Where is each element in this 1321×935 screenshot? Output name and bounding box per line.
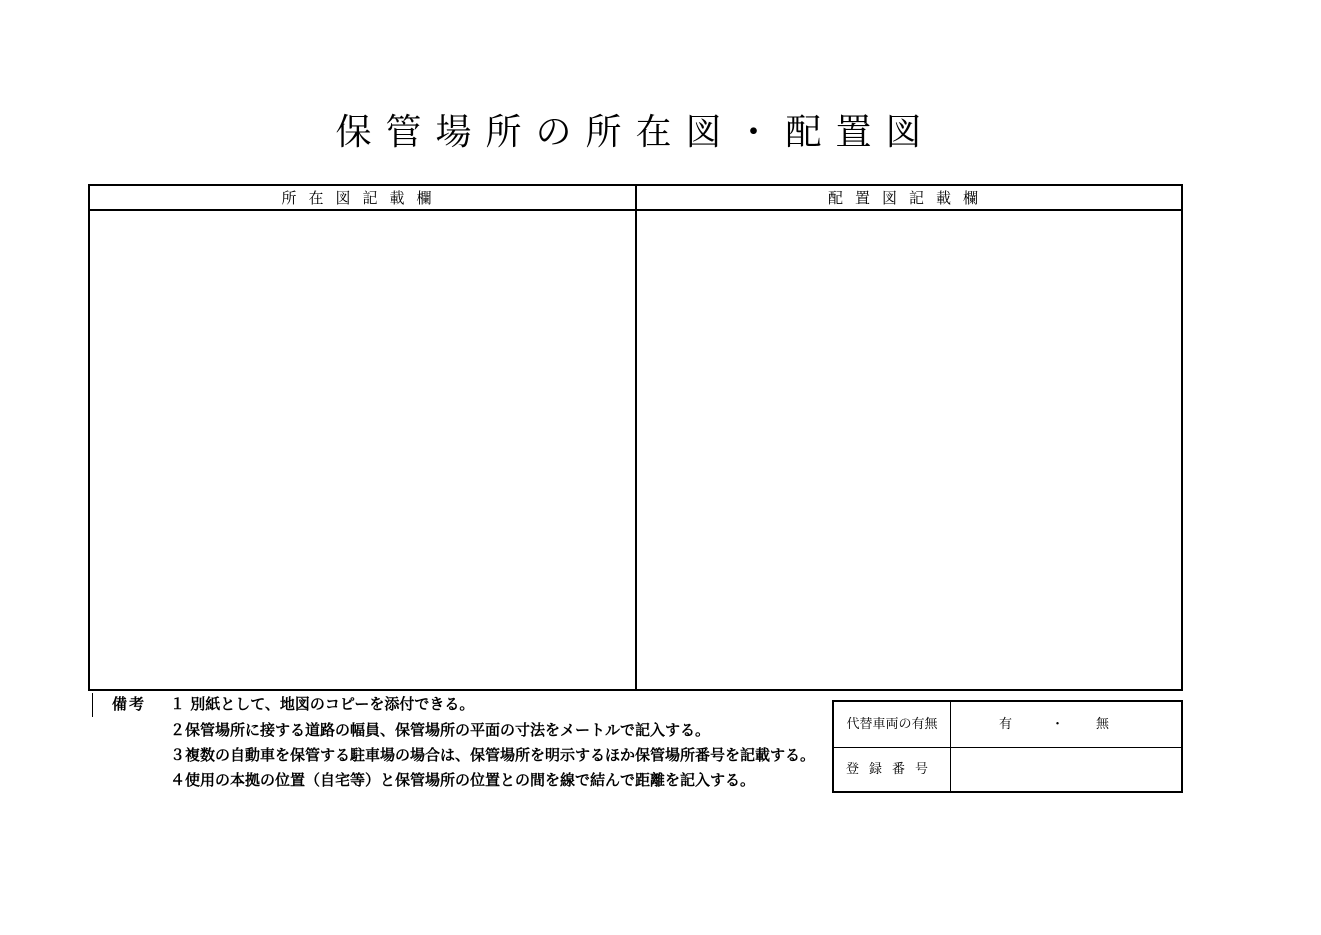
- location-map-header: 所在図記載欄: [90, 186, 635, 211]
- remarks-note: ２保管場所に接する道路の幅員、保管場所の平面の寸法をメートルで記入する。: [170, 721, 711, 739]
- remarks-note: １ 別紙として、地図のコピーを添付できる。: [170, 695, 475, 713]
- option-separator: ・: [1051, 717, 1065, 732]
- page-title: 保管場所の所在図・配置図: [335, 112, 936, 153]
- remarks-label: 備考: [112, 695, 147, 713]
- remarks-divider: [92, 693, 93, 717]
- option-yes[interactable]: 有: [999, 717, 1013, 732]
- location-map-area[interactable]: [90, 211, 635, 689]
- registration-number-field[interactable]: [951, 747, 1181, 791]
- location-map-column: [90, 186, 637, 689]
- layout-map-area[interactable]: [637, 211, 1181, 689]
- option-no[interactable]: 無: [1096, 717, 1110, 732]
- layout-map-header: 配置図記載欄: [637, 186, 1181, 211]
- availability-row: [834, 702, 1181, 748]
- layout-map-column: [637, 186, 1181, 689]
- remarks-note: ４使用の本拠の位置（自宅等）と保管場所の位置との間を線で結んで距離を記入する。: [170, 771, 756, 789]
- availability-options: [951, 702, 1181, 747]
- registration-row: [834, 747, 1181, 791]
- availability-label: 代替車両の有無: [834, 702, 951, 747]
- registration-label: 登録番号: [834, 747, 951, 791]
- drawing-table: [88, 184, 1183, 691]
- remarks-note: ３複数の自動車を保管する駐車場の場合は、保管場所を明示するほか保管場所番号を記載する。: [170, 746, 816, 764]
- substitute-vehicle-table: [832, 700, 1183, 793]
